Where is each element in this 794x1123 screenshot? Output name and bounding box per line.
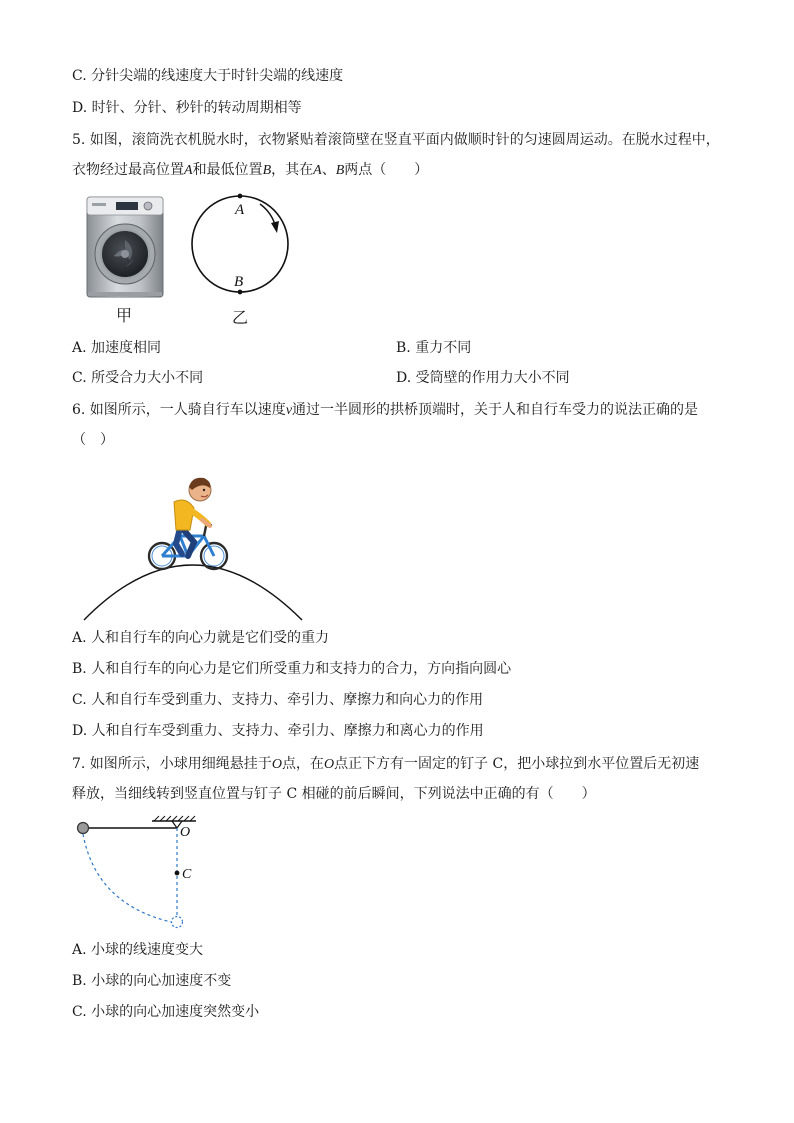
q7-option-a: A. 小球的线速度变大 [72,942,204,958]
q6-stem-line2: （ ） [72,432,114,448]
figure-caption-yi: 乙 [232,308,249,327]
drum-circle-diagram [186,190,294,298]
q7-option-b: B. 小球的向心加速度不变 [72,973,232,989]
q6-option-a: A. 人和自行车的向心力就是它们受的重力 [72,630,330,646]
q6-option-d: D. 人和自行车受到重力、支持力、牵引力、摩擦力和离心力的作用 [72,723,484,739]
ball-icon [78,823,89,834]
arch-bridge-curve [84,565,302,620]
q6-option-c: C. 人和自行车受到重力、支持力、牵引力、摩擦力和向心力的作用 [72,692,484,708]
point-b-dot [238,290,243,295]
figure-caption-jia: 甲 [116,306,133,325]
label-o: O [180,825,191,840]
label-c: C [182,867,192,882]
q5-stem-line2: 衣物经过最高位置A和最低位置B，其在A、B两点（ ） [72,162,429,178]
nail-c-dot [175,871,180,876]
q7-stem-line1: 7. 如图所示，小球用细绳悬挂于O点，在O点正下方有一固定的钉子 C，把小球拉到水平位置后无初速 [72,756,700,772]
q5-option-a: A. 加速度相同 [72,340,162,356]
q7-option-c: C. 小球的向心加速度突然变小 [72,1004,260,1020]
q6-stem-line1: 6. 如图所示，一人骑自行车以速度v通过一半圆形的拱桥顶端时，关于人和自行车受力的说法正确的是 [72,402,699,418]
point-a-dot [238,194,243,199]
q5-option-d: D. 受筒壁的作用力大小不同 [396,370,570,386]
label-b: B [234,274,244,290]
q5-option-c: C. 所受合力大小不同 [72,370,204,386]
clockwise-arrow-icon [271,221,279,233]
q4-option-d: D. 时针、分针、秒针的转动周期相等 [72,100,302,116]
q7-stem-line2: 释放，当细线转到竖直位置与钉子 C 相碰的前后瞬间，下列说法中正确的有（ ） [72,786,596,802]
cyclist-icon [149,478,227,569]
q5-stem-line1: 5. 如图，滚筒洗衣机脱水时，衣物紧贴着滚筒壁在竖直平面内做顺时针的匀速圆周运动。在脱水过程中， [72,132,720,148]
q4-option-c: C. 分针尖端的线速度大于时针尖端的线速度 [72,68,344,84]
q6-option-b: B. 人和自行车的向心力是它们所受重力和支持力的合力，方向指向圆心 [72,661,512,677]
washing-machine-image [86,196,164,300]
pendulum-diagram [72,814,212,934]
q5-option-b: B. 重力不同 [396,340,472,356]
cyclist-bridge-diagram [82,470,306,622]
label-a: A [235,202,245,218]
